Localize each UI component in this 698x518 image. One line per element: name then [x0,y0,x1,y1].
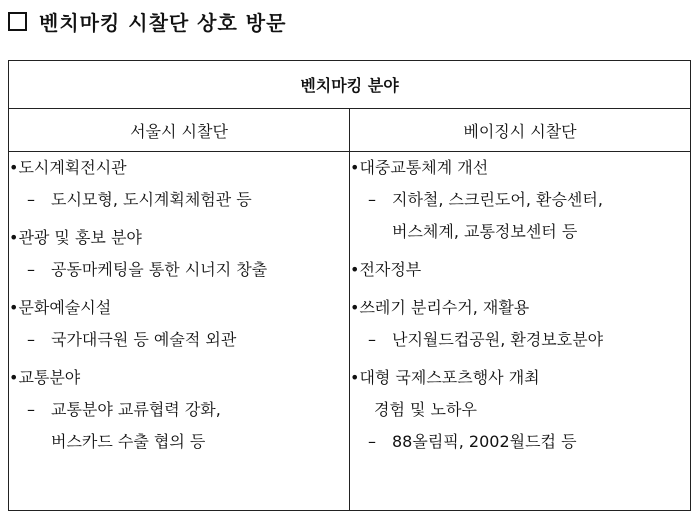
sub-item: – 도시모형, 도시계획체험관 등 [27,190,252,209]
bullet-item: •대중교통체계 개선 [350,158,489,177]
bullet-item-continuation: 경험 및 노하우 [374,400,477,419]
bullet-item: •도시계획전시관 [9,158,127,177]
list-item [350,254,690,286]
sub-item-continuation: 버스체계, 교통정보센터 등 [392,222,578,241]
bullet-item: •교통분야 [9,368,81,387]
sub-item: – 88올림픽, 2002월드컵 등 [368,432,577,451]
area-header: 벤치마킹 분야 [9,61,691,109]
sub-item: – 지하철, 스크린도어, 환승센터, [368,190,603,209]
list-item [350,362,690,458]
bullet-item: •전자정부 [350,260,422,279]
sub-item: – 공동마케팅을 통한 시너지 창출 [27,260,268,279]
list-item [9,362,349,458]
bullet-item: •문화예술시설 [9,298,112,317]
bullet-item: •관광 및 홍보 분야 [9,228,142,247]
list-item [350,152,690,248]
list-item [350,292,690,356]
benchmarking-table [8,60,691,511]
sub-item: – 난지월드컵공원, 환경보호분야 [368,330,604,349]
sub-item-continuation: 버스카드 수출 협의 등 [51,432,206,451]
bullet-item: •대형 국제스포츠행사 개최 [350,368,540,387]
section-heading-text: 벤치마킹 시찰단 상호 방문 [39,10,287,35]
seoul-column-header: 서울시 시찰단 [9,109,350,152]
beijing-column-header: 베이징시 시찰단 [350,109,691,152]
sub-item: – 교통분야 교류협력 강화, [27,400,221,419]
list-item [9,222,349,286]
list-item [9,292,349,356]
checkbox-square-icon [8,12,27,31]
section-heading [8,6,286,36]
seoul-column-body [9,152,350,511]
list-item [9,152,349,216]
sub-item: – 국가대극원 등 예술적 외관 [27,330,237,349]
beijing-column-body [350,152,691,511]
bullet-item: •쓰레기 분리수거, 재활용 [350,298,530,317]
